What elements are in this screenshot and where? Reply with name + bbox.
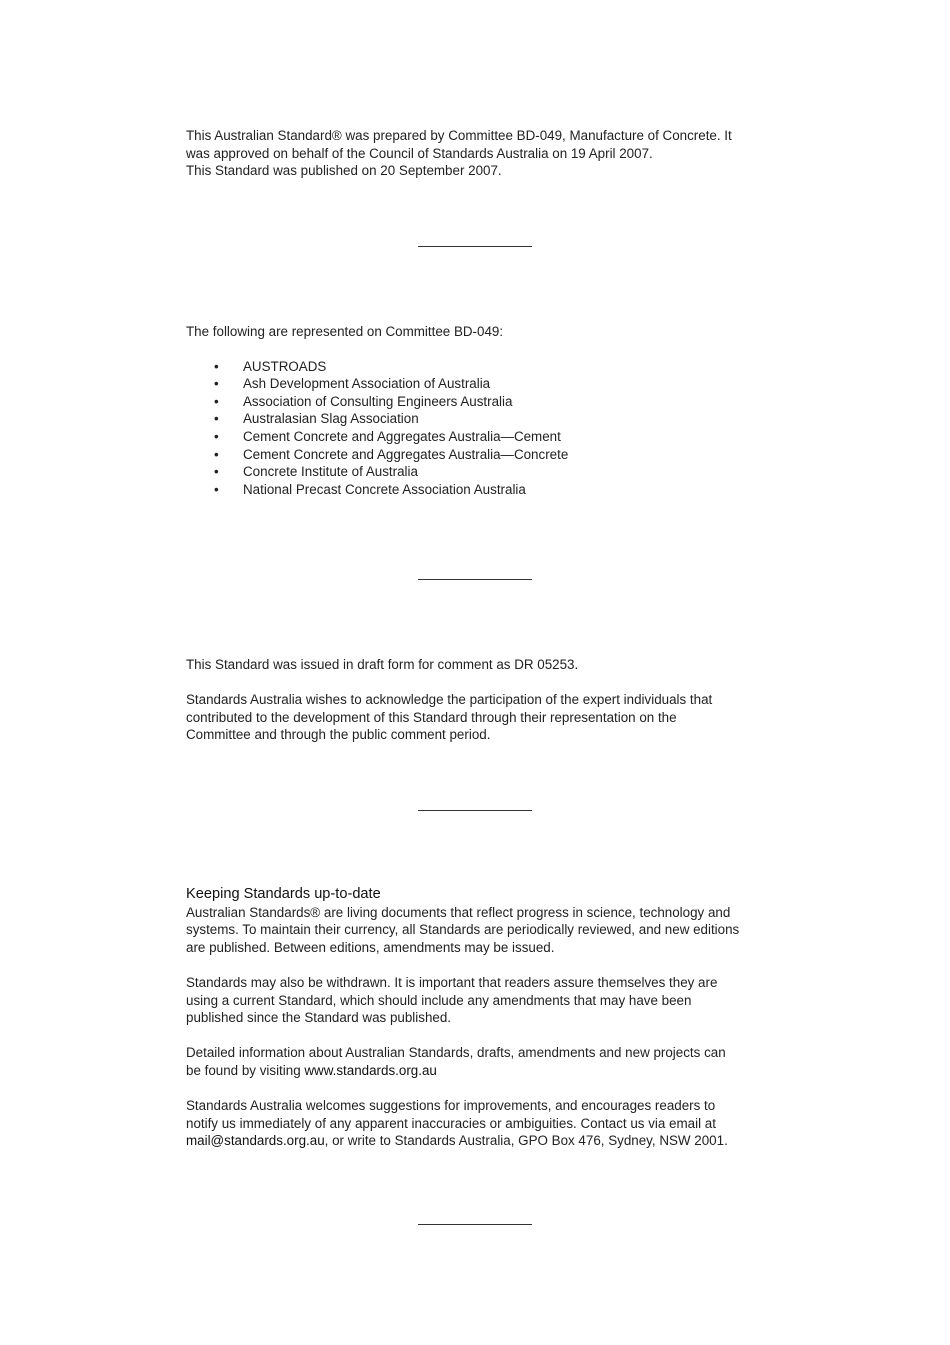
paragraph-line: are published. Between editions, amendments may be issued. — [186, 939, 555, 955]
contact-address: , or write to Standards Australia, GPO Box 476, Sydney, NSW 2001. — [324, 1133, 728, 1149]
section-divider-2 — [418, 579, 532, 580]
section-heading: Keeping Standards up-to-date — [186, 886, 381, 902]
paragraph-line: published since the Standard was published. — [186, 1010, 452, 1026]
committee-member-item — [186, 410, 776, 428]
keeping-paragraph-2 — [186, 974, 776, 1027]
keeping-paragraph-3 — [186, 1044, 776, 1079]
preparation-statement — [186, 127, 776, 180]
committee-member-item — [186, 393, 776, 411]
paragraph-line: Detailed information about Australian Standards, drafts, amendments and new projects can — [186, 1045, 726, 1061]
website-prefix: be found by visiting — [186, 1062, 305, 1078]
keeping-paragraph-4 — [186, 1097, 776, 1150]
bullet-icon: • — [214, 428, 219, 444]
paragraph-line: systems. To maintain their currency, all Standards are periodically reviewed, and new editions — [186, 922, 740, 938]
acknowledgement-line-2: contributed to the development of this Standard through their representation on the — [186, 709, 677, 725]
preparation-line-3: This Standard was published on 20 September 2007. — [186, 163, 502, 179]
bullet-icon: • — [214, 376, 219, 392]
committee-member-name: Concrete Institute of Australia — [243, 464, 418, 480]
representation-intro: The following are represented on Committee BD-049: — [186, 324, 504, 339]
paragraph-line: notify us immediately of any apparent inaccuracies or ambiguities. Contact us via email at — [186, 1115, 716, 1131]
paragraph-line: Australian Standards® are living documents that reflect progress in science, technology and — [186, 904, 731, 920]
acknowledgement-line-3: Committee and through the public comment period. — [186, 727, 491, 743]
committee-member-item — [186, 358, 776, 376]
keeping-standards-section — [186, 886, 776, 1150]
paragraph-line — [186, 1062, 776, 1080]
paragraph-line — [186, 1132, 776, 1150]
draft-line: This Standard was issued in draft form for comment as DR 05253. — [186, 657, 579, 672]
committee-member-name: Ash Development Association of Australia — [243, 376, 491, 392]
preparation-line-1: This Australian Standard® was prepared by Committee BD-049, Manufacture of Concrete. It — [186, 128, 732, 143]
committee-member-name: AUSTROADS — [243, 358, 327, 374]
committee-member-name: Cement Concrete and Aggregates Australia—Concrete — [243, 446, 569, 462]
paragraph-line: Standards may also be withdrawn. It is important that readers assure themselves they are — [186, 974, 718, 990]
committee-member-item — [186, 446, 776, 464]
committee-member-name: Australasian Slag Association — [243, 411, 419, 427]
committee-member-item — [186, 463, 776, 481]
acknowledgement-paragraph — [186, 691, 776, 744]
bullet-icon: • — [214, 481, 219, 497]
bullet-icon: • — [214, 446, 219, 462]
committee-member-name: Cement Concrete and Aggregates Australia—Cement — [243, 428, 561, 444]
committee-member-name: National Precast Concrete Association Australia — [243, 481, 526, 497]
section-divider-3 — [418, 810, 532, 811]
section-divider-1 — [418, 246, 532, 247]
bullet-icon: • — [214, 393, 219, 409]
paragraph-line: using a current Standard, which should include any amendments that may have been — [186, 992, 692, 1008]
draft-statement — [186, 656, 776, 744]
section-divider-4 — [418, 1224, 532, 1225]
committee-member-item — [186, 428, 776, 446]
website-link[interactable]: www.standards.org.au — [304, 1062, 437, 1078]
committee-member-item — [186, 481, 776, 499]
email-link[interactable]: mail@standards.org.au — [186, 1133, 325, 1149]
committee-representation — [186, 323, 776, 498]
acknowledgement-line-1: Standards Australia wishes to acknowledge the participation of the expert individuals that — [186, 692, 713, 708]
preparation-line-2: was approved on behalf of the Council of Standards Australia on 19 April 2007. — [186, 145, 653, 161]
committee-member-list — [186, 358, 776, 499]
keeping-paragraph-1 — [186, 904, 776, 957]
paragraph-line: Standards Australia welcomes suggestions for improvements, and encourages readers to — [186, 1098, 716, 1114]
committee-member-item — [186, 375, 776, 393]
bullet-icon: • — [214, 358, 219, 374]
bullet-icon: • — [214, 464, 219, 480]
committee-member-name: Association of Consulting Engineers Australia — [243, 393, 513, 409]
bullet-icon: • — [214, 411, 219, 427]
